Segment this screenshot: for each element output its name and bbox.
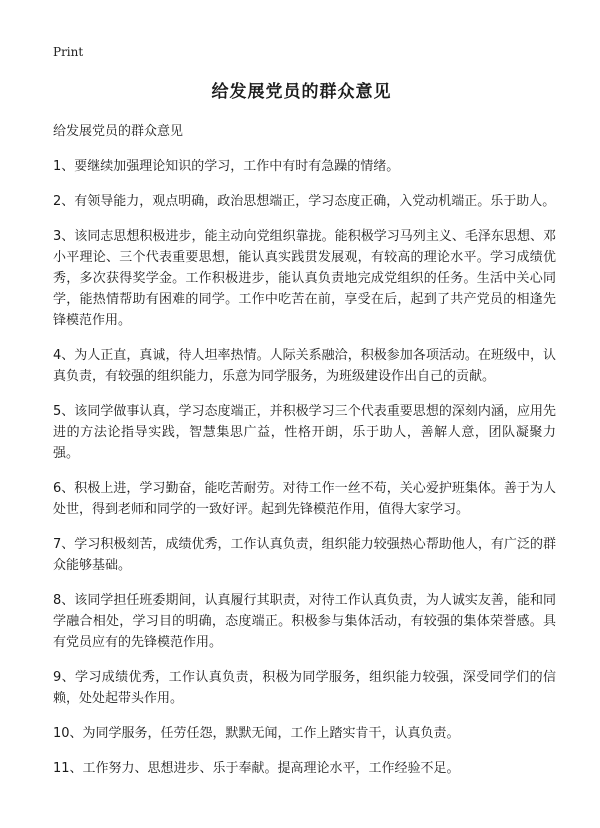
opinion-item-6: 6、积极上进，学习勤奋，能吃苦耐劳。对待工作一丝不苟，关心爱护班集体。善于为人处世，得到老师和同学的一致好评。起到先锋模范作用，值得大家学习。 [53,481,556,517]
opinion-list [53,156,556,779]
opinion-item-11: 11、工作努力、思想进步、乐于奉献。提高理论水平，工作经验不足。 [53,761,460,776]
document-title: 给发展党员的群众意见 [211,82,392,102]
print-link[interactable]: Print [53,45,84,59]
opinion-item-9: 9、学习成绩优秀，工作认真负责，积极为同学服务，组织能力较强，深受同学们的信赖，处处起带头作用。 [53,670,556,706]
opinion-item-4: 4、为人正直，真诚，待人坦率热情。人际关系融洽，积极参加各项活动。在班级中，认真负责，有较强的组织能力，乐意为同学服务，为班级建设作出自己的贡献。 [53,348,556,384]
opinion-item-2: 2、有领导能力，观点明确，政治思想端正，学习态度正确，入党动机端正。乐于助人。 [53,194,556,209]
opinion-item-3: 3、该同志思想积极进步，能主动向党组织靠拢。能积极学习马列主义、毛泽东思想、邓小平理论、三个代表重要思想，能认真实践贯发展观，有较高的理论水平。学习成绩优秀，多次获得奖学金。工作积极进步，能认真负责地完成党组织的任务。生活中关心同学，能热情帮助有困难的同学。工作中吃苦在前，享受在后，起到了共产党员的相逢先锋模范作用。 [53,229,556,328]
opinion-item-10: 10、为同学服务，任劳任怨，默默无闻，工作上踏实肯干，认真负责。 [53,726,460,741]
opinion-item-7: 7、学习积极刻苦，成绩优秀，工作认真负责，组织能力较强热心帮助他人，有广泛的群众能够基础。 [53,537,556,573]
opinion-item-5: 5、该同学做事认真，学习态度端正，并积极学习三个代表重要思想的深刻内涵，应用先进的方法论指导实践，智慧集思广益，性格开朗，乐于助人，善解人意，团队凝聚力强。 [53,404,556,461]
opinion-item-1: 1、要继续加强理论知识的学习，工作中有时有急躁的情绪。 [53,159,400,174]
document-subtitle: 给发展党员的群众意见 [53,124,184,139]
opinion-item-8: 8、该同学担任班委期间，认真履行其职责，对待工作认真负责，为人诚实友善，能和同学融合相处，学习目的明确，态度端正。积极参与集体活动，有较强的集体荣誉感。具有党员应有的先锋模范作用。 [53,593,556,650]
